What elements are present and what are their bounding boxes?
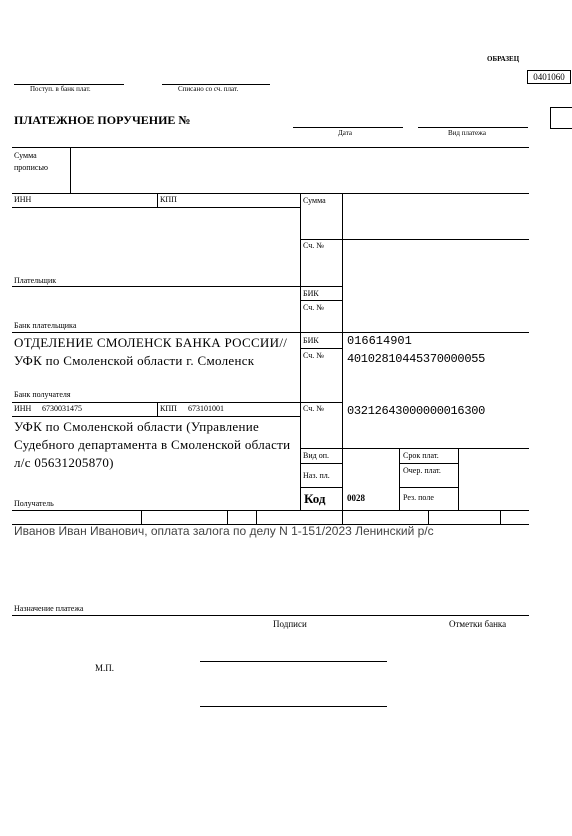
- payer-bank-bottom-line: [12, 332, 529, 333]
- recipient-bank-account-label: Сч. №: [303, 351, 324, 360]
- tax-divider-4: [342, 510, 343, 524]
- payment-term-label: Срок плат.: [403, 451, 439, 460]
- code-value: 0028: [347, 493, 365, 503]
- bik-account-line: [300, 300, 342, 301]
- tax-divider-3: [256, 510, 257, 524]
- payment-order-label: Очер. плат.: [403, 466, 441, 475]
- payment-type-label: Вид платежа: [448, 129, 487, 137]
- amount-words-top-line: [12, 147, 529, 148]
- tax-divider-6: [500, 510, 501, 524]
- reserve-field-label: Рез. поле: [403, 493, 434, 502]
- recipient-bank-bottom-line: [12, 402, 342, 403]
- date-line: [293, 127, 403, 128]
- recipient-kpp: 673101001: [188, 404, 224, 413]
- form-code: 0401060: [527, 70, 571, 84]
- recipient-bottom-line: [12, 510, 529, 511]
- document-title: ПЛАТЕЖНОЕ ПОРУЧЕНИЕ №: [14, 113, 191, 127]
- recipient-bik-label: БИК: [303, 336, 319, 345]
- recipient-name: УФК по Смоленской области (Управление Судебного департамента в Смоленской области л/с 05631205870): [14, 419, 291, 470]
- recipient-bank-name: ОТДЕЛЕНИЕ СМОЛЕНСК БАНКА РОССИИ//УФК по Смоленской области г. Смоленск: [14, 335, 288, 368]
- payer-inn-label: ИНН: [14, 195, 32, 204]
- inn-row-line: [12, 207, 300, 208]
- main-vertical-2: [342, 193, 343, 448]
- amount-words-label: Сумма прописью: [14, 151, 49, 172]
- recipient-bik: 016614901: [347, 334, 412, 348]
- stamp-label: М.П.: [95, 663, 115, 673]
- received-label: Поступ. в банк плат.: [30, 85, 91, 93]
- recipient-label: Получатель: [14, 499, 54, 508]
- recipient-kpp-label: КПП: [160, 404, 177, 413]
- recipient-bik-line: [300, 348, 342, 349]
- inn-kpp-divider: [157, 193, 158, 207]
- op-type-line: [300, 448, 529, 449]
- op-type-label: Вид оп.: [303, 451, 329, 460]
- recipient-inn-line: [12, 416, 300, 417]
- code-label: Код: [304, 491, 326, 506]
- payment-type-line: [418, 127, 528, 128]
- purpose-code-label: Наз. пл.: [303, 471, 330, 480]
- payer-bottom-line: [12, 286, 342, 287]
- date-label: Дата: [338, 129, 352, 137]
- signatures-label: Подписи: [273, 619, 307, 629]
- recipient-inn-kpp-divider: [157, 402, 158, 416]
- tax-divider-1: [141, 510, 142, 524]
- tax-divider-2: [227, 510, 228, 524]
- payment-purpose-label: Назначение платежа: [14, 604, 84, 613]
- sum-account-line: [300, 239, 529, 240]
- payer-bik-label: БИК: [303, 289, 319, 298]
- payer-kpp-label: КПП: [160, 195, 177, 204]
- signature-line-1: [200, 661, 387, 662]
- payer-bank-account-label: Сч. №: [303, 303, 324, 312]
- amount-words-divider: [70, 147, 71, 193]
- op-row-2-left: [300, 487, 342, 488]
- signature-line-2: [200, 706, 387, 707]
- bank-marks-label: Отметки банка: [449, 619, 507, 629]
- op-vertical-4: [458, 448, 459, 511]
- payer-top-line: [12, 193, 529, 194]
- recipient-inn-label: ИНН: [14, 404, 32, 413]
- sample-label: ОБРАЗЕЦ: [487, 55, 520, 63]
- op-row-1-right: [399, 463, 458, 464]
- recipient-bank-account: 40102810445370000055: [347, 352, 486, 366]
- purpose-bottom-line: [12, 615, 529, 616]
- payer-account-label: Сч. №: [303, 241, 324, 250]
- sum-label: Сумма: [303, 196, 326, 205]
- recipient-bank-label: Банк получателя: [14, 390, 71, 399]
- payer-bank-label: Банк плательщика: [14, 321, 77, 330]
- tax-divider-5: [428, 510, 429, 524]
- payer-label: Плательщик: [14, 276, 57, 285]
- recipient-inn: 6730031475: [42, 404, 82, 413]
- op-vertical-2: [342, 448, 343, 511]
- recipient-account-label: Сч. №: [303, 404, 324, 413]
- op-vertical-3: [399, 448, 400, 511]
- recipient-account: 03212643000000016300: [347, 404, 486, 418]
- payment-purpose-text: Иванов Иван Иванович, оплата залога по делу N 1-151/2023 Ленинский р/с: [14, 524, 434, 538]
- op-row-2-right: [399, 487, 458, 488]
- debited-label: Списано со сч. плат.: [178, 85, 239, 93]
- op-row-1-left: [300, 463, 342, 464]
- status-box: [550, 107, 572, 129]
